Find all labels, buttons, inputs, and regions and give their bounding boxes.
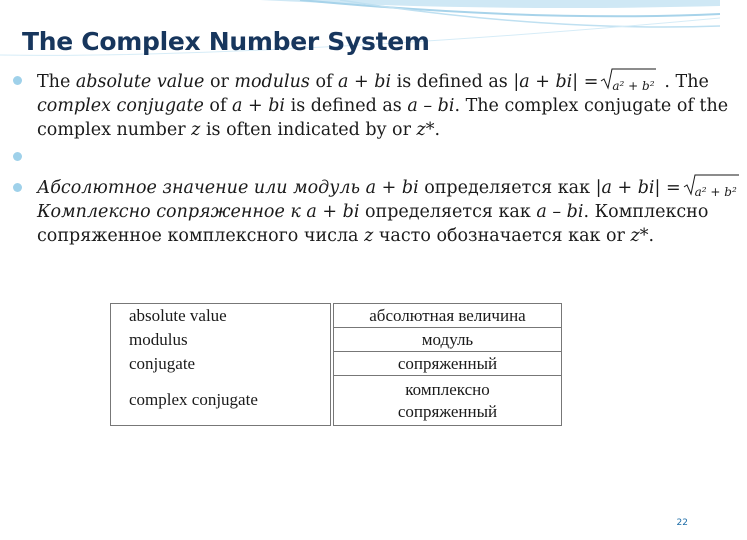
glossary-term-en: absolute value	[111, 304, 331, 328]
glossary-term-ru: комплексно сопряженный	[334, 376, 562, 426]
math-variable: z*	[416, 120, 435, 140]
paragraph-line: Абсолютное значение или модуль a + bi определяется как |a + bi| = a² + b²	[37, 176, 715, 200]
paragraph-line: сопряженное комплексного числа z часто обозначается как or z*.	[37, 226, 655, 246]
square-root-formula: a² + b²	[600, 70, 656, 90]
bullet-dot	[13, 76, 22, 85]
math-expression: a – bi	[536, 202, 584, 222]
table-row	[111, 376, 562, 426]
math-expression: a + bi	[519, 72, 573, 92]
glossary-term-ru: сопряженный	[334, 352, 562, 376]
math-variable: z*	[630, 226, 649, 246]
bullet-dot	[13, 152, 22, 161]
glossary-term-en: modulus	[111, 328, 331, 352]
page-number: 22	[676, 518, 688, 528]
glossary-term-ru: модуль	[334, 328, 562, 352]
term-absolute-value: absolute value	[75, 72, 205, 92]
bullet-dot	[13, 183, 22, 192]
math-variable: z	[191, 120, 201, 140]
math-expression: a + bi	[232, 96, 286, 116]
english-definition-paragraph	[37, 70, 729, 142]
math-expression: a + bi	[306, 202, 360, 222]
table-row	[111, 304, 562, 328]
term-complex-conjugate: complex conjugate	[37, 96, 204, 116]
math-expression: a + bi	[601, 178, 655, 198]
math-expression: a + bi	[365, 178, 419, 198]
math-variable: z	[364, 226, 374, 246]
paragraph-line: complex number z is often indicated by or z*.	[37, 120, 441, 140]
math-expression: a + bi	[338, 72, 392, 92]
square-root-formula: a² + b²	[683, 176, 739, 196]
table-row	[111, 352, 562, 376]
math-expression: a – bi	[407, 96, 455, 116]
russian-definition-paragraph	[37, 176, 737, 248]
glossary-term-en: complex conjugate	[111, 376, 331, 426]
paragraph-line: Комплексно сопряженное к a + bi определяется как a – bi. Комплексно	[37, 202, 709, 222]
term-modulus: modulus	[234, 72, 310, 92]
slide-title: The Complex Number System	[22, 27, 430, 56]
glossary-term-ru: абсолютная величина	[334, 304, 562, 328]
glossary-term-en: conjugate	[111, 352, 331, 376]
paragraph-line: complex conjugate of a + bi is defined as a – bi. The complex conjugate of the	[37, 96, 729, 116]
table-row	[111, 328, 562, 352]
glossary-table	[110, 303, 562, 426]
paragraph-line: The absolute value or modulus of a + bi is defined as |a + bi| = a² + b² . The	[37, 70, 715, 94]
